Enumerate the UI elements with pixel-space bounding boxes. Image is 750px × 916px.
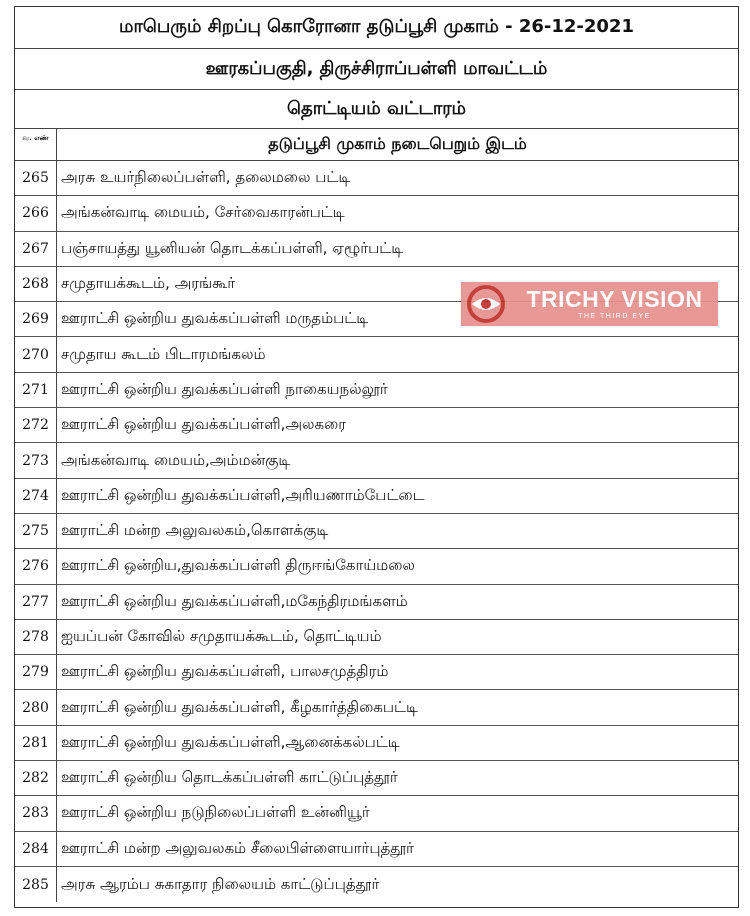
serial-number: 270 (15, 337, 57, 371)
trichy-vision-watermark (461, 282, 718, 326)
serial-number: 266 (15, 196, 57, 230)
camp-location: அங்கன்வாடி மையம், சேர்வைகாரன்பட்டி (61, 203, 345, 222)
camp-location: ஊராட்சி மன்ற அலுவலகம்,கொளக்குடி (61, 521, 329, 540)
serial-number: 277 (15, 585, 57, 619)
camp-location: சமுதாய கூடம் பிடாரமங்கலம் (61, 344, 266, 363)
serial-number: 281 (15, 726, 57, 760)
table-row (15, 620, 738, 655)
camp-location: ஊராட்சி ஒன்றிய நடுநிலைப்பள்ளி உன்னியூர் (61, 803, 370, 822)
table-row (15, 443, 738, 478)
serial-number: 265 (15, 161, 57, 195)
table-row (15, 796, 738, 831)
block-heading: தொட்டியம் வட்டாரம் (15, 90, 738, 129)
table-row (15, 867, 738, 902)
table-row (15, 514, 738, 549)
serial-number: 271 (15, 373, 57, 407)
watermark-subtitle: THE THIRD EYE (578, 313, 651, 320)
camp-location: ஊராட்சி ஒன்றிய துவக்கப்பள்ளி,ஆனைக்கல்பட்டி (61, 732, 400, 751)
table-row (15, 761, 738, 796)
page-title: மாபெரும் சிறப்பு கொரோனா தடுப்பூசி முகாம் - 26-12-2021 (15, 7, 738, 49)
serial-number: 285 (15, 867, 57, 902)
camp-location: ஊராட்சி ஒன்றிய துவக்கப்பள்ளி மருதம்பட்டி (61, 309, 369, 328)
serial-number: 282 (15, 761, 57, 795)
serial-number: 279 (15, 655, 57, 689)
table-row (15, 832, 738, 867)
camp-location: ஊராட்சி மன்ற அலுவலகம் சீலைபிள்ளையார்புத்தூர் (61, 838, 414, 857)
serial-number: 269 (15, 302, 57, 336)
camp-location: ஊராட்சி ஒன்றிய,துவக்கப்பள்ளி திருஈங்கோய்மலை (61, 556, 415, 575)
table-row (15, 408, 738, 443)
camp-location: ஊராட்சி ஒன்றிய துவக்கப்பள்ளி,அரியணாம்பேட்டை (61, 485, 425, 504)
table-row (15, 690, 738, 725)
camp-location: ஐயப்பன் கோவில் சமுதாயக்கூடம், தொட்டியம் (61, 627, 382, 645)
watermark-text (511, 286, 718, 322)
watermark-title: TRICHY VISION (526, 286, 703, 312)
place-column-header: தடுப்பூசி முகாம் நடைபெறும் இடம் (268, 134, 527, 153)
table-row (15, 726, 738, 761)
serial-number: 276 (15, 549, 57, 583)
serial-number: 268 (15, 267, 57, 301)
serial-number: 280 (15, 690, 57, 724)
serial-number: 278 (15, 620, 57, 654)
camp-location: ஊராட்சி ஒன்றிய துவக்கப்பள்ளி நாகையநல்லூர் (61, 379, 388, 398)
camp-location: ஊராட்சி ஒன்றிய துவக்கப்பள்ளி, கீழகார்த்திகைபட்டி (61, 697, 418, 716)
table-row (15, 196, 738, 231)
table-row (15, 655, 738, 690)
vaccination-camp-table (14, 6, 739, 908)
serial-number: 267 (15, 232, 57, 266)
table-body (15, 161, 738, 902)
column-header-row (15, 129, 738, 161)
table-row (15, 337, 738, 372)
eye-logo-icon (461, 282, 511, 326)
serial-number: 274 (15, 479, 57, 513)
camp-location: அரசு ஆரம்ப சுகாதார நிலையம் காட்டுப்புத்தூர் (61, 874, 380, 893)
table-row (15, 161, 738, 196)
camp-location: ஊராட்சி ஒன்றிய தொடக்கப்பள்ளி காட்டுப்புத்தூர் (61, 768, 398, 787)
camp-location: அங்கன்வாடி மையம்,அம்மன்குடி (61, 450, 291, 469)
table-row (15, 232, 738, 267)
camp-location: ஊராட்சி ஒன்றிய துவக்கப்பள்ளி, பாலசமுத்திரம் (61, 662, 389, 681)
serial-column-header: வ. எண் (15, 129, 57, 160)
region-heading: ஊரகப்பகுதி, திருச்சிராப்பள்ளி மாவட்டம் (15, 49, 738, 90)
camp-location: ஊராட்சி ஒன்றிய துவக்கப்பள்ளி,அலகரை (61, 415, 346, 434)
table-row (15, 479, 738, 514)
serial-number: 275 (15, 514, 57, 548)
table-row (15, 373, 738, 408)
serial-number: 284 (15, 832, 57, 866)
camp-location: பஞ்சாயத்து யூனியன் தொடக்கப்பள்ளி, ஏழூர்பட்டி (61, 238, 404, 257)
serial-number: 283 (15, 796, 57, 830)
serial-number: 272 (15, 408, 57, 442)
table-row (15, 549, 738, 584)
camp-location: சமுதாயக்கூடம், அரங்கூர் (61, 274, 236, 293)
camp-location: அரசு உயர்நிலைப்பள்ளி, தலைமலை பட்டி (61, 168, 351, 187)
serial-number: 273 (15, 443, 57, 477)
camp-location: ஊராட்சி ஒன்றிய துவக்கப்பள்ளி,மகேந்திரமங்களம் (61, 591, 408, 610)
table-row (15, 585, 738, 620)
